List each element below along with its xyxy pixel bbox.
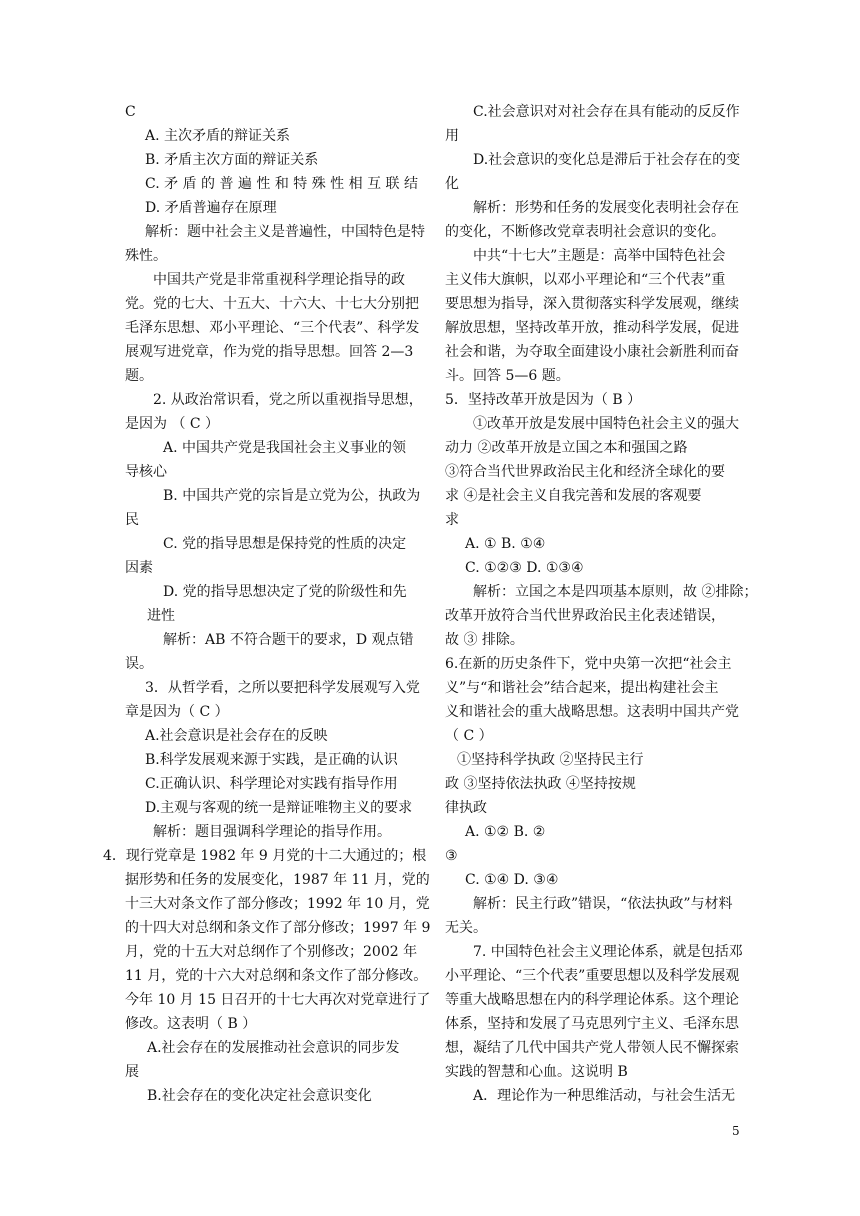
text-line: 小平理论、“三个代表”重要思想以及科学发展观: [445, 968, 740, 984]
text-line: 进性: [147, 608, 175, 624]
text-line: 故 ③ 排除。: [445, 632, 524, 648]
text-line: 3．从哲学看，之所以要把科学发展观写入党: [145, 680, 420, 696]
text-line: C. ①②③ D. ①③④: [465, 560, 584, 576]
text-line: 修改。这表明（ B ）: [125, 1016, 257, 1032]
text-line: 11 月，党的十六大对总纲和条文作了部分修改。: [125, 968, 428, 984]
text-line: C. ①④ D. ③④: [465, 872, 559, 888]
text-line: （ C ）: [445, 728, 493, 744]
text-line: 求: [445, 512, 459, 528]
text-line: A.社会意识是社会存在的反映: [145, 728, 328, 744]
text-line: 毛泽东思想、邓小平理论、“三个代表”、科学发: [125, 320, 420, 336]
text-line: D.主观与客观的统一是辩证唯物主义的要求: [145, 800, 413, 816]
text-line: ①坚持科学执政 ②坚持民主行: [457, 752, 644, 768]
text-line: A．理论作为一种思维活动，与社会生活无: [473, 1088, 736, 1104]
text-line: 展观写进党章，作为党的指导思想。回答 2—3: [125, 344, 414, 360]
text-line: A. 中国共产党是我国社会主义事业的领: [163, 440, 407, 456]
text-line: ①改革开放是发展中国特色社会主义的强大: [473, 416, 739, 432]
text-line: 实践的智慧和心血。这说明 B: [445, 1064, 628, 1080]
text-line: 体系，坚持和发展了马克思列宁主义、毛泽东思: [445, 1016, 739, 1032]
text-line: 用: [445, 128, 459, 144]
text-line: 解析：立国之本是四项基本原则，故 ②排除；: [473, 584, 758, 600]
text-line: 求 ④是社会主义自我完善和发展的客观要: [445, 488, 702, 504]
text-line: 误。: [125, 656, 153, 672]
page-number: 5: [732, 1124, 740, 1138]
text-line: 民: [125, 512, 139, 528]
text-line: 月，党的十五大对总纲作了个别修改；2002 年: [125, 944, 418, 960]
text-line: 党。党的七大、十五大、十六大、十七大分别把: [125, 296, 419, 312]
text-line: 动力 ②改革开放是立国之本和强国之路: [445, 440, 688, 456]
text-line: 义”与“和谐社会”结合起来，提出构建社会主: [445, 680, 719, 696]
text-line: 解析：形势和任务的发展变化表明社会存在: [473, 200, 739, 216]
text-line: 展: [125, 1064, 139, 1080]
text-line: 解析：民主行政”错误，“依法执政”与材料: [473, 896, 733, 912]
text-line: D. 矛盾普遍存在原理: [145, 200, 277, 216]
text-line: 解析：题中社会主义是普遍性，中国特色是特: [145, 224, 425, 240]
text-line: 的十四大对总纲和条文作了部分修改；1997 年 9: [125, 920, 431, 936]
text-line: A.社会存在的发展推动社会意识的同步发: [147, 1040, 400, 1056]
text-line: C.社会意识对对社会存在具有能动的反反作: [473, 104, 740, 120]
text-line: 想，凝结了几代中国共产党人带领人民不懈探索: [445, 1040, 739, 1056]
text-line: 章是因为（ C ）: [125, 704, 229, 720]
text-line: 7. 中国特色社会主义理论体系，就是包括邓: [473, 944, 743, 960]
text-line: 今年 10 月 15 日召开的十七大再次对党章进行了: [125, 992, 431, 1008]
text-line: A. 主次矛盾的辩证关系: [145, 128, 291, 144]
text-line: 主义伟大旗帜，以邓小平理论和“三个代表”重: [445, 272, 726, 288]
text-line: ③: [445, 848, 458, 864]
text-line: 要思想为指导，深入贯彻落实科学发展观，继续: [445, 296, 739, 312]
text-line: B. 矛盾主次方面的辩证关系: [145, 152, 319, 168]
text-line: 改革开放符合当代世界政治民主化表述错误，: [445, 608, 725, 624]
text-line: 律执政: [445, 800, 487, 816]
text-line: B.社会存在的变化决定社会意识变化: [147, 1088, 372, 1104]
text-line: 十三大对条文作了部分修改；1992 年 10 月，党: [125, 896, 430, 912]
text-line: A. ①② B. ②: [465, 824, 546, 840]
text-line: C: [125, 104, 136, 120]
text-line: 题。: [125, 368, 153, 384]
text-line: 6.在新的历史条件下，党中央第一次把“社会主: [445, 656, 732, 672]
text-line: 4．现行党章是 1982 年 9 月党的十二大通过的；根: [103, 848, 427, 864]
text-line: 解放思想，坚持改革开放，推动科学发展，促进: [445, 320, 739, 336]
text-line: 中共“十七大”主题是：高举中国特色社会: [473, 248, 726, 264]
text-line: 因素: [125, 560, 153, 576]
text-line: C. 党的指导思想是保持党的性质的决定: [163, 536, 407, 552]
text-line: D. 党的指导思想决定了党的阶级性和先: [163, 584, 407, 600]
text-line: 2. 从政治常识看，党之所以重视指导思想，: [153, 392, 423, 408]
text-line: B. 中国共产党的宗旨是立党为公，执政为: [163, 488, 421, 504]
right-column: [445, 100, 758, 1108]
text-line: 斗。回答 5—6 题。: [445, 368, 570, 384]
text-line: 解析：AB 不符合题干的要求，D 观点错: [163, 632, 414, 648]
text-line: 是因为 （ C ）: [125, 416, 220, 432]
text-line: A. ① B. ①④: [465, 536, 546, 552]
text-line: 义和谐社会的重大战略思想。这表明中国共产党: [445, 704, 739, 720]
text-line: D.社会意识的变化总是滞后于社会存在的变: [473, 152, 741, 168]
text-line: 据形势和任务的发展变化，1987 年 11 月，党的: [125, 872, 430, 888]
text-line: 的变化，不断修改党章表明社会意识的变化。: [445, 224, 725, 240]
text-line: 社会和谐，为夺取全面建设小康社会新胜利而奋: [445, 344, 739, 360]
text-line: 导核心: [125, 464, 167, 480]
text-line: 中国共产党是非常重视科学理论指导的政: [153, 272, 405, 288]
text-line: 无关。: [445, 920, 487, 936]
text-line: C.正确认识、科学理论对实践有指导作用: [145, 776, 398, 792]
text-line: B.科学发展观来源于实践，是正确的认识: [145, 752, 398, 768]
text-line: 5．坚持改革开放是因为（ B ）: [445, 392, 642, 408]
text-line: 政 ③坚持依法执政 ④坚持按规: [445, 776, 636, 792]
left-column: [103, 100, 431, 1108]
text-line: C. 矛 盾 的 普 遍 性 和 特 殊 性 相 互 联 结: [145, 176, 418, 192]
text-line: 等重大战略思想在内的科学理论体系。这个理论: [445, 992, 739, 1008]
text-line: 殊性。: [125, 248, 167, 264]
text-line: 化: [445, 176, 459, 192]
text-line: 解析：题目强调科学理论的指导作用。: [153, 824, 391, 840]
text-line: ③符合当代世界政治民主化和经济全球化的要: [445, 464, 725, 480]
